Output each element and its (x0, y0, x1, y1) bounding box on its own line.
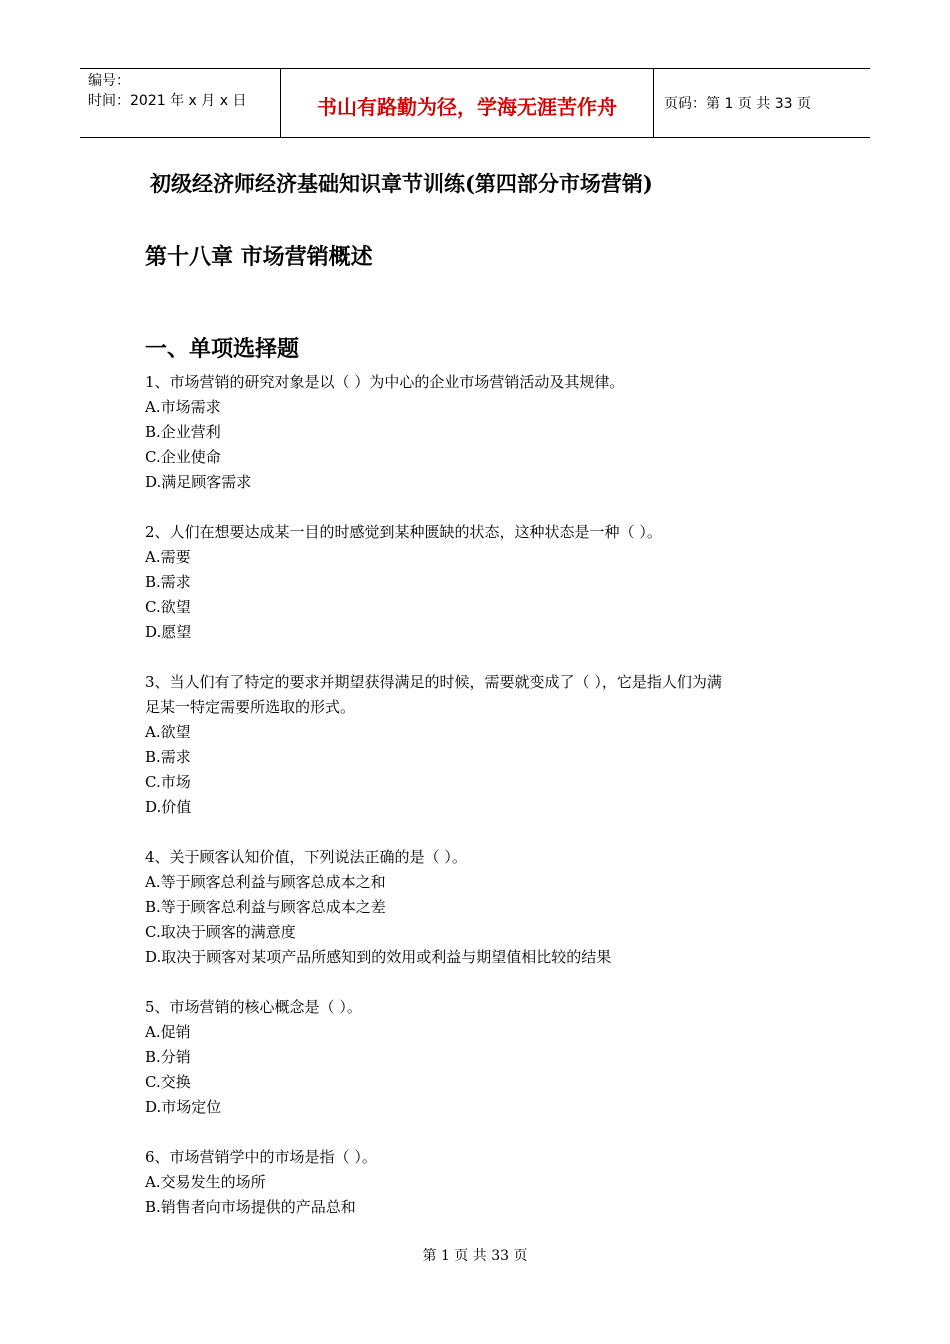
answer-option: B.等于顾客总利益与顾客总成本之差 (145, 898, 386, 916)
question-list (145, 370, 825, 1245)
answer-option: D.满足顾客需求 (145, 473, 252, 491)
time-label: 时间：2021 年 x 月 x 日 (88, 93, 247, 109)
number-label: 编号： (88, 73, 130, 89)
question-block (145, 520, 825, 645)
answer-option: C.企业使命 (145, 448, 221, 466)
answer-option: A.等于顾客总利益与顾客总成本之和 (145, 873, 386, 891)
question-block (145, 670, 825, 820)
page-header (80, 68, 870, 138)
chapter-heading: 第十八章 市场营销概述 (145, 245, 373, 270)
answer-option: D.愿望 (145, 623, 192, 641)
header-meta-cell (80, 69, 281, 137)
header-motto-cell (281, 69, 654, 137)
answer-option: A.促销 (145, 1023, 191, 1041)
motto: 书山有路勤为径，学海无涯苦作舟 (317, 95, 617, 119)
question-stem: 足某一特定需要所选取的形式。 (145, 698, 356, 716)
page-footer: 第 1 页 共 33 页 (422, 1248, 528, 1264)
question-block (145, 370, 825, 495)
question-stem: 5、市场营销的核心概念是（ ）。 (145, 998, 362, 1016)
answer-option: C.欲望 (145, 598, 191, 616)
answer-option: D.取决于顾客对某项产品所感知到的效用或利益与期望值相比较的结果 (145, 948, 612, 966)
question-stem: 3、当人们有了特定的要求并期望获得满足的时候，需要就变成了（ ），它是指人们为满 (145, 673, 722, 691)
question-block (145, 1145, 825, 1220)
answer-option: B.需求 (145, 748, 191, 766)
answer-option: D.价值 (145, 798, 192, 816)
answer-option: A.交易发生的场所 (145, 1173, 266, 1191)
answer-option: B.销售者向市场提供的产品总和 (145, 1198, 356, 1216)
question-stem: 1、市场营销的研究对象是以（ ）为中心的企业市场营销活动及其规律。 (145, 373, 625, 391)
answer-option: B.需求 (145, 573, 191, 591)
question-block (145, 995, 825, 1120)
answer-option: D.市场定位 (145, 1098, 222, 1116)
question-stem: 4、关于顾客认知价值，下列说法正确的是（ ）。 (145, 848, 467, 866)
answer-option: C.取决于顾客的满意度 (145, 923, 296, 941)
section-heading: 一、单项选择题 (145, 337, 300, 362)
answer-option: A.欲望 (145, 723, 191, 741)
answer-option: B.分销 (145, 1048, 191, 1066)
answer-option: B.企业营利 (145, 423, 221, 441)
answer-option: A.需要 (145, 548, 191, 566)
answer-option: C.市场 (145, 773, 191, 791)
page-info: 页码：第 1 页 共 33 页 (664, 96, 811, 112)
question-block (145, 845, 825, 970)
document-title: 初级经济师经济基础知识章节训练(第四部分市场营销) (150, 171, 653, 196)
answer-option: C.交换 (145, 1073, 191, 1091)
question-stem: 2、人们在想要达成某一目的时感觉到某种匮缺的状态，这种状态是一种（ ）。 (145, 523, 662, 541)
answer-option: A.市场需求 (145, 398, 221, 416)
header-page-cell (654, 69, 870, 137)
question-stem: 6、市场营销学中的市场是指（ ）。 (145, 1148, 377, 1166)
